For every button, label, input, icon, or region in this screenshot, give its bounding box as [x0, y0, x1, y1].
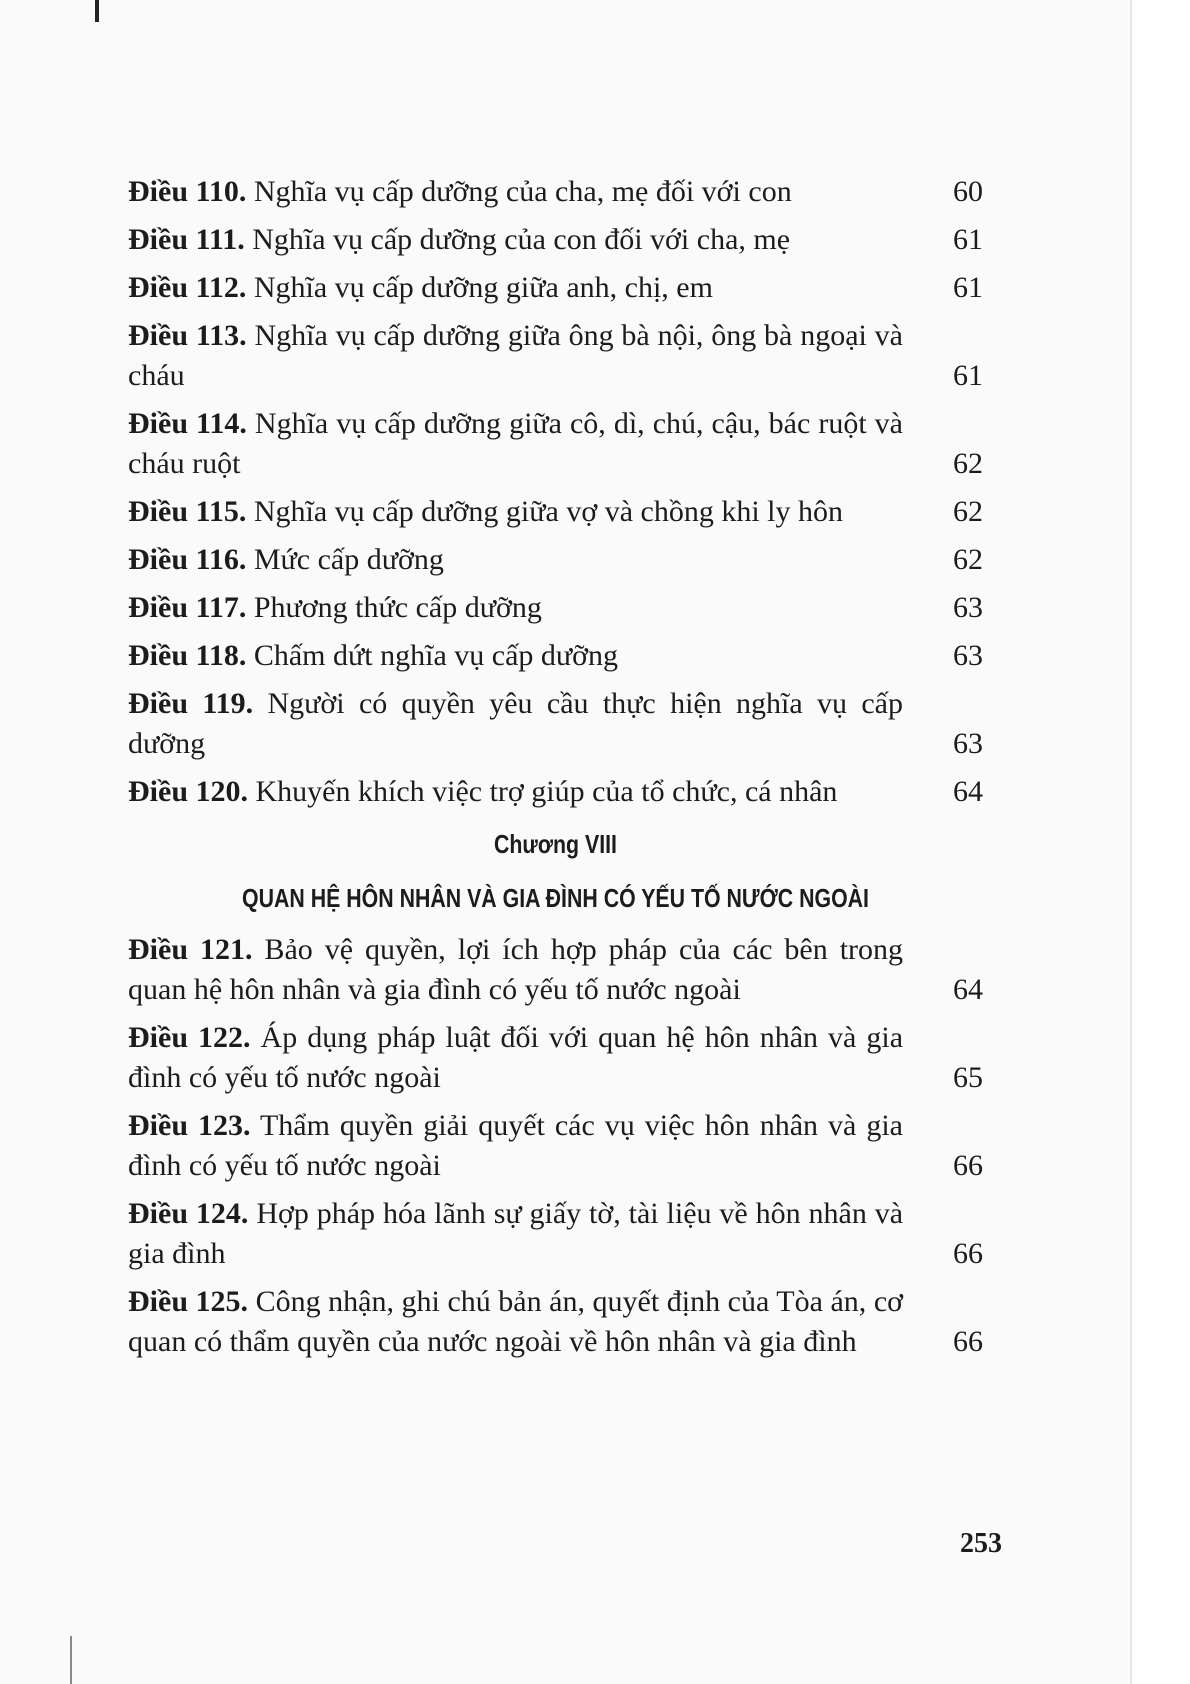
toc-entry — [128, 636, 983, 676]
page-number: 63 — [953, 591, 983, 624]
toc-entry — [128, 220, 983, 260]
page-number: 66 — [953, 1237, 983, 1270]
toc-entry — [128, 492, 983, 532]
article-title: Chấm dứt nghĩa vụ cấp dưỡng — [253, 639, 619, 672]
toc-entry — [128, 772, 983, 812]
article-title: Thẩm quyền giải quyết các vụ việc hôn nhân và gia đình có yếu tố nước ngoài — [128, 1109, 903, 1182]
article-label: Điều 123. — [128, 1109, 251, 1142]
page-number: 63 — [953, 727, 983, 760]
scan-mark — [70, 1636, 72, 1684]
page-number: 60 — [953, 175, 983, 208]
article-title: Phương thức cấp dưỡng — [253, 591, 542, 624]
article-label: Điều 110. — [128, 175, 247, 208]
page-number: 62 — [953, 495, 983, 528]
article-title: Áp dụng pháp luật đối với quan hệ hôn nhân và gia đình có yếu tố nước ngoài — [128, 1021, 904, 1094]
folio-page-number: 253 — [960, 1528, 1002, 1559]
article-label: Điều 116. — [128, 543, 247, 576]
article-label: Điều 118. — [128, 639, 247, 672]
article-label: Điều 112. — [128, 271, 247, 304]
toc-entry — [128, 1194, 983, 1274]
article-title: Nghĩa vụ cấp dưỡng giữa vợ và chồng khi ly hôn — [253, 495, 844, 528]
page-number: 66 — [953, 1325, 983, 1358]
article-label: Điều 115. — [128, 495, 247, 528]
toc-entry — [128, 316, 983, 396]
article-title: Bảo vệ quyền, lợi ích hợp pháp của các bên trong quan hệ hôn nhân và gia đình có yếu tố nước ngoài — [128, 933, 904, 1006]
article-title: Nghĩa vụ cấp dưỡng giữa cô, dì, chú, cậu, bác ruột và cháu ruột — [128, 407, 903, 480]
toc-entry — [128, 1018, 983, 1098]
toc-entry — [128, 684, 983, 764]
page-number: 62 — [953, 543, 983, 576]
article-title: Mức cấp dưỡng — [253, 543, 444, 576]
page-number: 61 — [953, 223, 983, 256]
article-label: Điều 111. — [128, 223, 245, 256]
article-label: Điều 120. — [128, 775, 248, 808]
article-title: Hợp pháp hóa lãnh sự giấy tờ, tài liệu về hôn nhân và gia đình — [128, 1197, 904, 1270]
scan-mark — [95, 0, 99, 22]
chapter-title: QUAN HỆ HÔN NHÂN VÀ GIA ĐÌNH CÓ YẾU TỐ NƯỚC NGOÀI — [242, 883, 869, 913]
article-title: Nghĩa vụ cấp dưỡng giữa ông bà nội, ông bà ngoại và cháu — [128, 319, 903, 392]
article-title: Nghĩa vụ cấp dưỡng giữa anh, chị, em — [253, 271, 713, 304]
article-label: Điều 114. — [128, 407, 247, 440]
page-number: 62 — [953, 447, 983, 480]
article-title: Nghĩa vụ cấp dưỡng của con đối với cha, mẹ — [252, 223, 791, 256]
page-number: 61 — [953, 359, 983, 392]
toc-entry — [128, 540, 983, 580]
article-title: Khuyến khích việc trợ giúp của tổ chức, cá nhân — [255, 775, 838, 808]
article-label: Điều 121. — [128, 933, 253, 966]
page-number: 63 — [953, 639, 983, 672]
article-label: Điều 124. — [128, 1197, 249, 1230]
toc-entry — [128, 930, 983, 1010]
article-label: Điều 122. — [128, 1021, 251, 1054]
page-number: 64 — [953, 775, 983, 808]
article-title: Nghĩa vụ cấp dưỡng của cha, mẹ đối với con — [253, 175, 792, 208]
toc-entry — [128, 588, 983, 628]
page-number: 66 — [953, 1149, 983, 1182]
article-label: Điều 119. — [128, 687, 254, 720]
toc-entry — [128, 404, 983, 484]
article-title: Công nhận, ghi chú bản án, quyết định của Tòa án, cơ quan có thẩm quyền của nước ngoài về hôn nhân và gia đình — [128, 1285, 904, 1358]
toc-entry — [128, 1282, 983, 1362]
toc-entry — [128, 1106, 983, 1186]
page-number: 64 — [953, 973, 983, 1006]
article-label: Điều 117. — [128, 591, 247, 624]
article-label: Điều 125. — [128, 1285, 249, 1318]
page-number: 65 — [953, 1061, 983, 1094]
chapter-label: Chương VIII — [494, 829, 617, 859]
toc-entry — [128, 172, 983, 212]
article-title: Người có quyền yêu cầu thực hiện nghĩa vụ cấp dưỡng — [128, 687, 903, 760]
toc-entry — [128, 268, 983, 308]
page-number: 61 — [953, 271, 983, 304]
article-label: Điều 113. — [128, 319, 247, 352]
table-of-contents — [128, 172, 983, 1370]
